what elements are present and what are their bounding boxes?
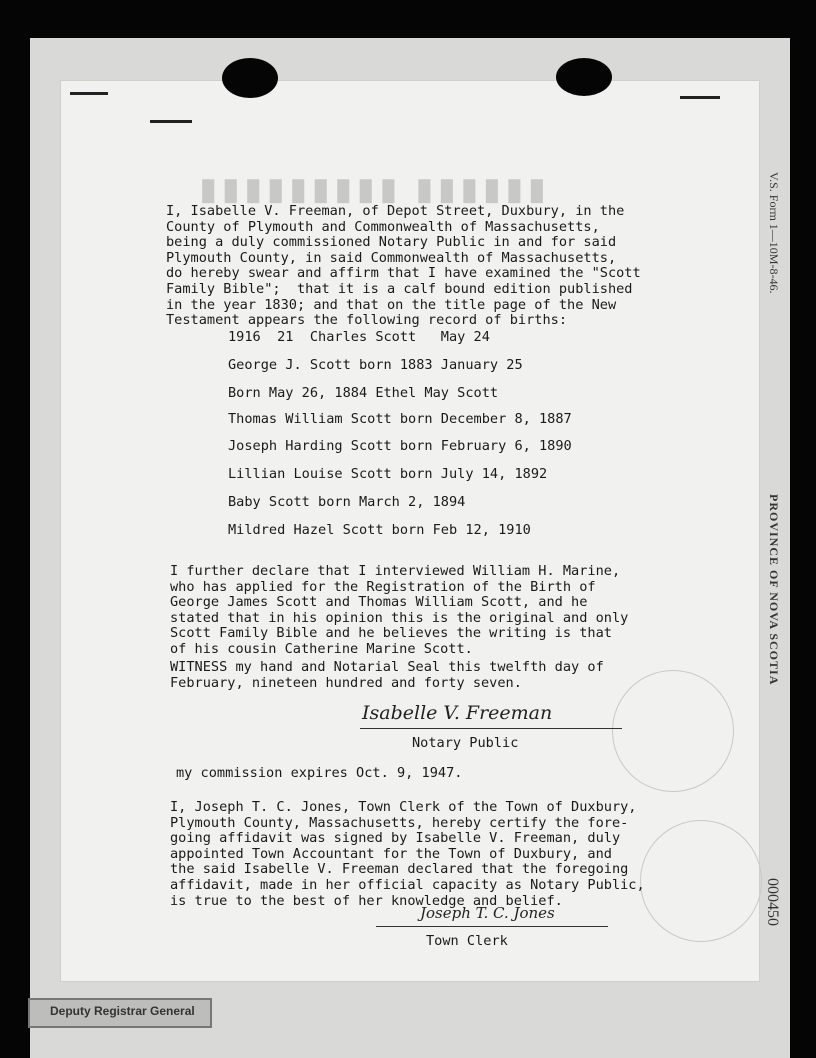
clerk-signature: Joseph T. C. Jones <box>420 904 555 922</box>
text-line: is true to the best of her knowledge and belief. <box>170 892 563 909</box>
text-line: going affidavit was signed by Isabelle V. Freeman, duly <box>170 830 621 847</box>
serial-number: 000450 <box>764 878 781 926</box>
registrar-stamp <box>28 998 212 1028</box>
clerk-title: Town Clerk <box>426 933 508 949</box>
certification-paragraph <box>170 800 645 909</box>
birth-record: Baby Scott born March 2, 1894 <box>228 494 466 510</box>
birth-record: Thomas William Scott born December 8, 1887 <box>228 411 572 427</box>
punch-hole-left <box>222 58 278 98</box>
text-line: Family Bible"; that it is a calf bound edition published <box>166 280 633 297</box>
text-line: in the year 1830; and that on the title page of the New <box>166 296 617 313</box>
text-line: Testament appears the following record of births: <box>166 312 568 329</box>
text-line: Plymouth County, in said Commonwealth of Massachusetts, <box>166 249 617 266</box>
text-line: stated that in his opinion this is the original and only <box>170 609 629 626</box>
notary-title: Notary Public <box>412 735 519 751</box>
notary-signature-line <box>360 728 622 729</box>
punch-hole-right <box>556 58 612 96</box>
text-line: February, nineteen hundred and forty seven. <box>170 674 522 691</box>
registrar-stamp-text: Deputy Registrar General <box>50 1004 195 1018</box>
form-number: V.S. Form 1—10M-8-46. <box>767 172 781 294</box>
embossed-seal <box>640 820 762 942</box>
witness-clause <box>170 660 604 691</box>
notarial-seal <box>612 670 734 792</box>
bleed-through-heading: ▮▮▮▮▮▮▮▮▮ ▮▮▮▮▮▮ <box>200 173 552 206</box>
text-line: who has applied for the Registration of the Birth of <box>170 578 596 595</box>
text-line: affidavit, made in her official capacity as Notary Public, <box>170 876 645 893</box>
birth-record: 1916 21 Charles Scott May 24 <box>228 329 490 345</box>
birth-record: Mildred Hazel Scott born Feb 12, 1910 <box>228 522 531 538</box>
text-line: WITNESS my hand and Notarial Seal this twelfth day of <box>170 659 604 675</box>
birth-record: Joseph Harding Scott born February 6, 1890 <box>228 438 572 454</box>
fold-mark-top <box>70 92 108 95</box>
affidavit-paragraph-1 <box>166 204 641 329</box>
notary-signature: Isabelle V. Freeman <box>362 702 553 724</box>
text-line: I, Isabelle V. Freeman, of Depot Street, Duxbury, in the <box>166 203 625 219</box>
affidavit-paragraph-2 <box>170 564 628 658</box>
text-line: Plymouth County, Massachusetts, hereby certify the fore- <box>170 814 629 831</box>
text-line: being a duly commissioned Notary Public in and for said <box>166 234 617 251</box>
text-line: the said Isabelle V. Freeman declared that the foregoing <box>170 861 629 878</box>
text-line: of his cousin Catherine Marine Scott. <box>170 640 473 657</box>
birth-record: George J. Scott born 1883 January 25 <box>228 357 523 373</box>
text-line: County of Plymouth and Commonwealth of Massachusetts, <box>166 218 600 235</box>
fold-mark-left <box>150 120 192 123</box>
birth-record: Born May 26, 1884 Ethel May Scott <box>228 385 499 401</box>
birth-record: Lillian Louise Scott born July 14, 1892 <box>228 466 548 482</box>
text-line: George James Scott and Thomas William Scott, and he <box>170 594 588 611</box>
province-heading: PROVINCE OF NOVA SCOTIA <box>767 494 781 686</box>
text-line: I, Joseph T. C. Jones, Town Clerk of the Town of Duxbury, <box>170 799 637 815</box>
clerk-signature-line <box>376 926 608 927</box>
text-line: appointed Town Accountant for the Town of Duxbury, and <box>170 845 612 862</box>
text-line: Scott Family Bible and he believes the writing is that <box>170 625 612 642</box>
text-line: do hereby swear and affirm that I have examined the "Scott <box>166 265 641 282</box>
text-line: I further declare that I interviewed William H. Marine, <box>170 563 621 579</box>
commission-expiry: my commission expires Oct. 9, 1947. <box>176 765 463 781</box>
fold-mark-right <box>680 96 720 99</box>
